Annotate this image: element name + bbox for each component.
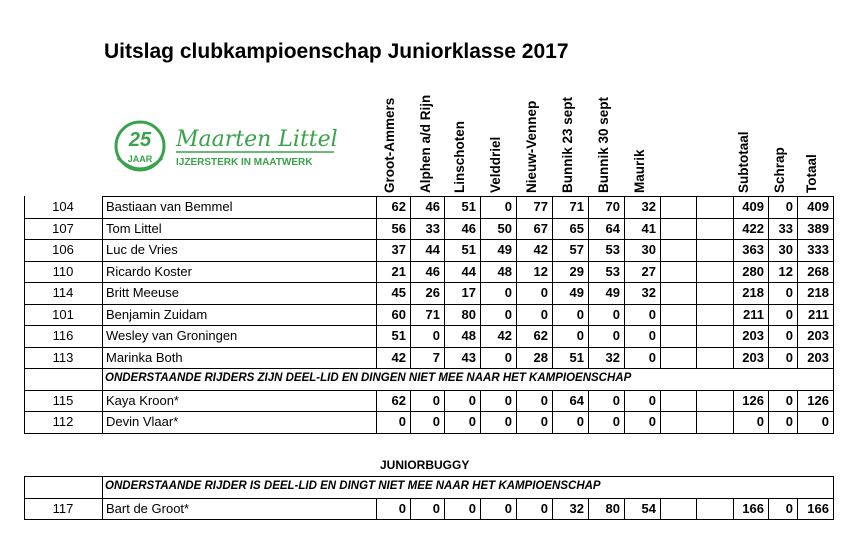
table-rule bbox=[24, 519, 834, 520]
section-title: JUNIORBUGGY bbox=[380, 458, 470, 472]
row-id: 110 bbox=[52, 263, 74, 279]
schrap-cell: 33 bbox=[778, 220, 793, 236]
score-cell: 64 bbox=[569, 392, 584, 408]
table-rule bbox=[480, 390, 481, 433]
score-cell: 0 bbox=[504, 349, 512, 365]
score-cell: 0 bbox=[540, 285, 548, 300]
score-cell: 53 bbox=[605, 242, 620, 257]
table-rule bbox=[444, 498, 445, 520]
table-rule bbox=[624, 196, 625, 368]
score-cell: 71 bbox=[569, 199, 584, 214]
row-id: 116 bbox=[52, 328, 74, 343]
score-cell: 12 bbox=[533, 263, 548, 279]
column-header: Alphen a/d Rijn bbox=[418, 94, 433, 193]
logo-badge-sub: JAAR bbox=[127, 154, 153, 164]
score-cell: 0 bbox=[540, 306, 548, 322]
deel-lid-note: ONDERSTAANDE RIJDER IS DEEL-LID EN DINGT NIET MEE NAAR HET KAMPIOENSCHAP bbox=[105, 480, 601, 492]
row-id: 101 bbox=[52, 306, 74, 322]
score-cell: 44 bbox=[425, 242, 440, 257]
table-rule bbox=[24, 368, 25, 390]
row-id: 106 bbox=[52, 242, 74, 257]
deel-lid-note: ONDERSTAANDE RIJDERS ZIJN DEEL-LID EN DINGEN NIET MEE NAAR HET KAMPIOENSCHAP bbox=[105, 372, 632, 384]
score-cell: 51 bbox=[569, 349, 584, 365]
score-cell: 80 bbox=[461, 306, 476, 322]
row-id: 112 bbox=[52, 414, 74, 429]
table-rule bbox=[660, 390, 661, 433]
total-cell: 268 bbox=[807, 263, 829, 279]
row-id: 114 bbox=[52, 285, 74, 300]
score-cell: 0 bbox=[612, 328, 620, 343]
table-rule bbox=[833, 368, 834, 390]
table-rule bbox=[102, 390, 103, 433]
score-cell: 46 bbox=[425, 199, 440, 214]
schrap-cell: 30 bbox=[778, 242, 793, 257]
subtotal-cell: 203 bbox=[742, 328, 764, 343]
column-header: Totaal bbox=[804, 154, 819, 193]
score-cell: 0 bbox=[576, 414, 584, 429]
score-cell: 33 bbox=[425, 220, 440, 236]
table-rule bbox=[733, 498, 734, 520]
table-rule bbox=[516, 196, 517, 368]
score-cell: 0 bbox=[648, 392, 656, 408]
score-cell: 41 bbox=[641, 220, 656, 236]
score-cell: 28 bbox=[533, 349, 548, 365]
table-rule bbox=[480, 196, 481, 368]
table-rule bbox=[24, 196, 25, 368]
score-cell: 45 bbox=[391, 285, 406, 300]
score-cell: 49 bbox=[569, 285, 584, 300]
score-cell: 0 bbox=[504, 500, 512, 516]
table-rule bbox=[102, 476, 103, 498]
score-cell: 46 bbox=[461, 220, 476, 236]
rider-name: Britt Meeuse bbox=[106, 285, 179, 300]
schrap-cell: 0 bbox=[785, 392, 793, 408]
table-rule bbox=[833, 476, 834, 498]
column-header: Bunnik 23 sept bbox=[560, 96, 575, 193]
score-cell: 77 bbox=[533, 199, 548, 214]
score-cell: 29 bbox=[569, 263, 584, 279]
score-cell: 44 bbox=[461, 263, 476, 279]
subtotal-cell: 218 bbox=[742, 285, 764, 300]
score-cell: 62 bbox=[391, 199, 406, 214]
rider-name: Bart de Groot* bbox=[106, 500, 190, 516]
table-rule bbox=[410, 498, 411, 520]
schrap-cell: 0 bbox=[785, 306, 793, 322]
score-cell: 0 bbox=[468, 392, 476, 408]
table-rule bbox=[588, 498, 589, 520]
score-cell: 0 bbox=[432, 500, 440, 516]
score-cell: 46 bbox=[425, 263, 440, 279]
score-cell: 49 bbox=[497, 242, 512, 257]
score-cell: 32 bbox=[605, 349, 620, 365]
rider-name: Wesley van Groningen bbox=[106, 328, 238, 343]
subtotal-cell: 126 bbox=[742, 392, 764, 408]
rider-name: Kaya Kroon* bbox=[106, 392, 179, 408]
table-rule bbox=[480, 498, 481, 520]
table-rule bbox=[588, 196, 589, 368]
rider-name: Devin Vlaar* bbox=[106, 414, 179, 429]
score-cell: 26 bbox=[425, 285, 440, 300]
column-header: Groot-Ammers bbox=[382, 97, 397, 193]
total-cell: 203 bbox=[807, 328, 829, 343]
row-id: 107 bbox=[52, 220, 74, 236]
score-cell: 0 bbox=[504, 285, 512, 300]
score-cell: 0 bbox=[540, 414, 548, 429]
score-cell: 17 bbox=[461, 285, 476, 300]
score-cell: 0 bbox=[504, 306, 512, 322]
score-cell: 0 bbox=[504, 392, 512, 408]
score-cell: 27 bbox=[641, 263, 656, 279]
rider-name: Bastiaan van Bemmel bbox=[106, 199, 233, 214]
table-rule bbox=[444, 196, 445, 368]
total-cell: 333 bbox=[807, 242, 829, 257]
subtotal-cell: 363 bbox=[742, 242, 764, 257]
total-cell: 126 bbox=[807, 392, 829, 408]
subtotal-cell: 422 bbox=[742, 220, 764, 236]
total-cell: 211 bbox=[808, 306, 829, 322]
column-header: Nieuw-Vennep bbox=[524, 100, 539, 193]
table-rule bbox=[797, 390, 798, 433]
score-cell: 42 bbox=[391, 349, 406, 365]
score-cell: 7 bbox=[432, 349, 440, 365]
table-rule bbox=[588, 390, 589, 433]
column-header: Schrap bbox=[772, 147, 787, 193]
total-cell: 166 bbox=[807, 500, 829, 516]
score-cell: 0 bbox=[398, 500, 406, 516]
score-cell: 71 bbox=[425, 306, 440, 322]
table-rule bbox=[660, 498, 661, 520]
score-cell: 0 bbox=[648, 328, 656, 343]
score-cell: 54 bbox=[641, 500, 656, 516]
sponsor-logo bbox=[112, 118, 352, 176]
score-cell: 62 bbox=[391, 392, 406, 408]
total-cell: 0 bbox=[821, 414, 829, 429]
schrap-cell: 0 bbox=[785, 285, 793, 300]
table-rule bbox=[833, 498, 834, 520]
table-rule bbox=[102, 498, 103, 520]
score-cell: 0 bbox=[504, 199, 512, 214]
table-rule bbox=[444, 390, 445, 433]
table-rule bbox=[516, 390, 517, 433]
table-rule bbox=[102, 368, 103, 390]
score-cell: 49 bbox=[605, 285, 620, 300]
score-cell: 48 bbox=[461, 328, 476, 343]
table-rule bbox=[797, 196, 798, 368]
total-cell: 409 bbox=[807, 199, 829, 214]
table-rule bbox=[410, 390, 411, 433]
score-cell: 32 bbox=[641, 285, 656, 300]
total-cell: 218 bbox=[807, 285, 829, 300]
score-cell: 0 bbox=[612, 414, 620, 429]
subtotal-cell: 280 bbox=[742, 263, 764, 279]
table-rule bbox=[833, 390, 834, 433]
score-cell: 0 bbox=[432, 328, 440, 343]
column-header: Maurik bbox=[632, 149, 647, 193]
score-cell: 42 bbox=[533, 242, 548, 257]
score-cell: 53 bbox=[605, 263, 620, 279]
logo-brand: Maarten Littel bbox=[176, 127, 338, 152]
score-cell: 0 bbox=[504, 414, 512, 429]
score-cell: 32 bbox=[569, 500, 584, 516]
column-header: Velddriel bbox=[488, 136, 503, 193]
score-cell: 0 bbox=[540, 392, 548, 408]
logo-badge: 25 bbox=[128, 129, 152, 151]
score-cell: 0 bbox=[576, 328, 584, 343]
table-rule bbox=[516, 498, 517, 520]
score-cell: 42 bbox=[497, 328, 512, 343]
table-rule bbox=[552, 498, 553, 520]
column-header: Bunnik 30 sept bbox=[596, 96, 611, 193]
column-header: Subtotaal bbox=[736, 131, 751, 193]
rider-name: Benjamin Zuidam bbox=[106, 306, 208, 322]
table-rule bbox=[24, 390, 25, 433]
score-cell: 51 bbox=[391, 328, 406, 343]
score-cell: 0 bbox=[468, 414, 476, 429]
score-cell: 43 bbox=[461, 349, 476, 365]
score-cell: 0 bbox=[648, 349, 656, 365]
table-rule bbox=[696, 196, 697, 368]
score-cell: 30 bbox=[641, 242, 656, 257]
row-id: 115 bbox=[52, 392, 74, 408]
table-rule bbox=[376, 196, 377, 368]
table-rule bbox=[24, 476, 25, 498]
column-header: Linschoten bbox=[452, 120, 467, 193]
score-cell: 48 bbox=[497, 263, 512, 279]
score-cell: 0 bbox=[432, 414, 440, 429]
row-id: 104 bbox=[52, 199, 74, 214]
table-rule bbox=[552, 196, 553, 368]
score-cell: 51 bbox=[461, 199, 476, 214]
score-cell: 37 bbox=[391, 242, 406, 257]
row-id: 113 bbox=[52, 349, 74, 365]
table-rule bbox=[696, 390, 697, 433]
score-cell: 62 bbox=[533, 328, 548, 343]
table-rule bbox=[733, 196, 734, 368]
score-cell: 32 bbox=[641, 199, 656, 214]
subtotal-cell: 211 bbox=[743, 306, 764, 322]
score-cell: 51 bbox=[461, 242, 476, 257]
table-rule bbox=[833, 196, 834, 368]
score-cell: 0 bbox=[468, 500, 476, 516]
table-rule bbox=[376, 498, 377, 520]
score-cell: 80 bbox=[605, 500, 620, 516]
rider-name: Luc de Vries bbox=[106, 242, 178, 257]
score-cell: 64 bbox=[605, 220, 620, 236]
rider-name: Tom Littel bbox=[106, 220, 162, 236]
schrap-cell: 0 bbox=[785, 328, 793, 343]
table-rule bbox=[768, 390, 769, 433]
schrap-cell: 0 bbox=[785, 349, 793, 365]
score-cell: 67 bbox=[533, 220, 548, 236]
logo-tagline: IJZERSTERK IN MAATWERK bbox=[176, 157, 313, 168]
table-rule bbox=[768, 196, 769, 368]
score-cell: 0 bbox=[612, 306, 620, 322]
table-rule bbox=[696, 498, 697, 520]
table-rule bbox=[797, 498, 798, 520]
row-id: 117 bbox=[52, 500, 74, 516]
table-rule bbox=[768, 498, 769, 520]
table-rule bbox=[624, 498, 625, 520]
table-rule bbox=[552, 390, 553, 433]
table-rule bbox=[410, 196, 411, 368]
score-cell: 0 bbox=[612, 392, 620, 408]
score-cell: 56 bbox=[391, 220, 406, 236]
score-cell: 0 bbox=[398, 414, 406, 429]
score-cell: 65 bbox=[569, 220, 584, 236]
table-rule bbox=[660, 196, 661, 368]
table-rule bbox=[624, 390, 625, 433]
page-title: Uitslag clubkampioenschap Juniorklasse 2017 bbox=[104, 40, 569, 63]
score-cell: 21 bbox=[391, 263, 406, 279]
schrap-cell: 0 bbox=[785, 199, 793, 214]
subtotal-cell: 0 bbox=[756, 414, 764, 429]
score-cell: 0 bbox=[540, 500, 548, 516]
table-rule bbox=[24, 498, 25, 520]
table-rule bbox=[376, 390, 377, 433]
score-cell: 0 bbox=[648, 414, 656, 429]
table-rule bbox=[102, 196, 103, 368]
schrap-cell: 12 bbox=[778, 263, 793, 279]
score-cell: 70 bbox=[605, 199, 620, 214]
total-cell: 389 bbox=[807, 220, 829, 236]
rider-name: Marinka Both bbox=[106, 349, 183, 365]
schrap-cell: 0 bbox=[785, 500, 793, 516]
score-cell: 50 bbox=[497, 220, 512, 236]
score-cell: 0 bbox=[576, 306, 584, 322]
schrap-cell: 0 bbox=[785, 414, 793, 429]
table-rule bbox=[24, 433, 834, 434]
score-cell: 57 bbox=[569, 242, 584, 257]
score-cell: 0 bbox=[648, 306, 656, 322]
total-cell: 203 bbox=[807, 349, 829, 365]
rider-name: Ricardo Koster bbox=[106, 263, 192, 279]
subtotal-cell: 409 bbox=[742, 199, 764, 214]
subtotal-cell: 166 bbox=[742, 500, 764, 516]
score-cell: 0 bbox=[432, 392, 440, 408]
table-rule bbox=[733, 390, 734, 433]
score-cell: 60 bbox=[391, 306, 406, 322]
subtotal-cell: 203 bbox=[742, 349, 764, 365]
